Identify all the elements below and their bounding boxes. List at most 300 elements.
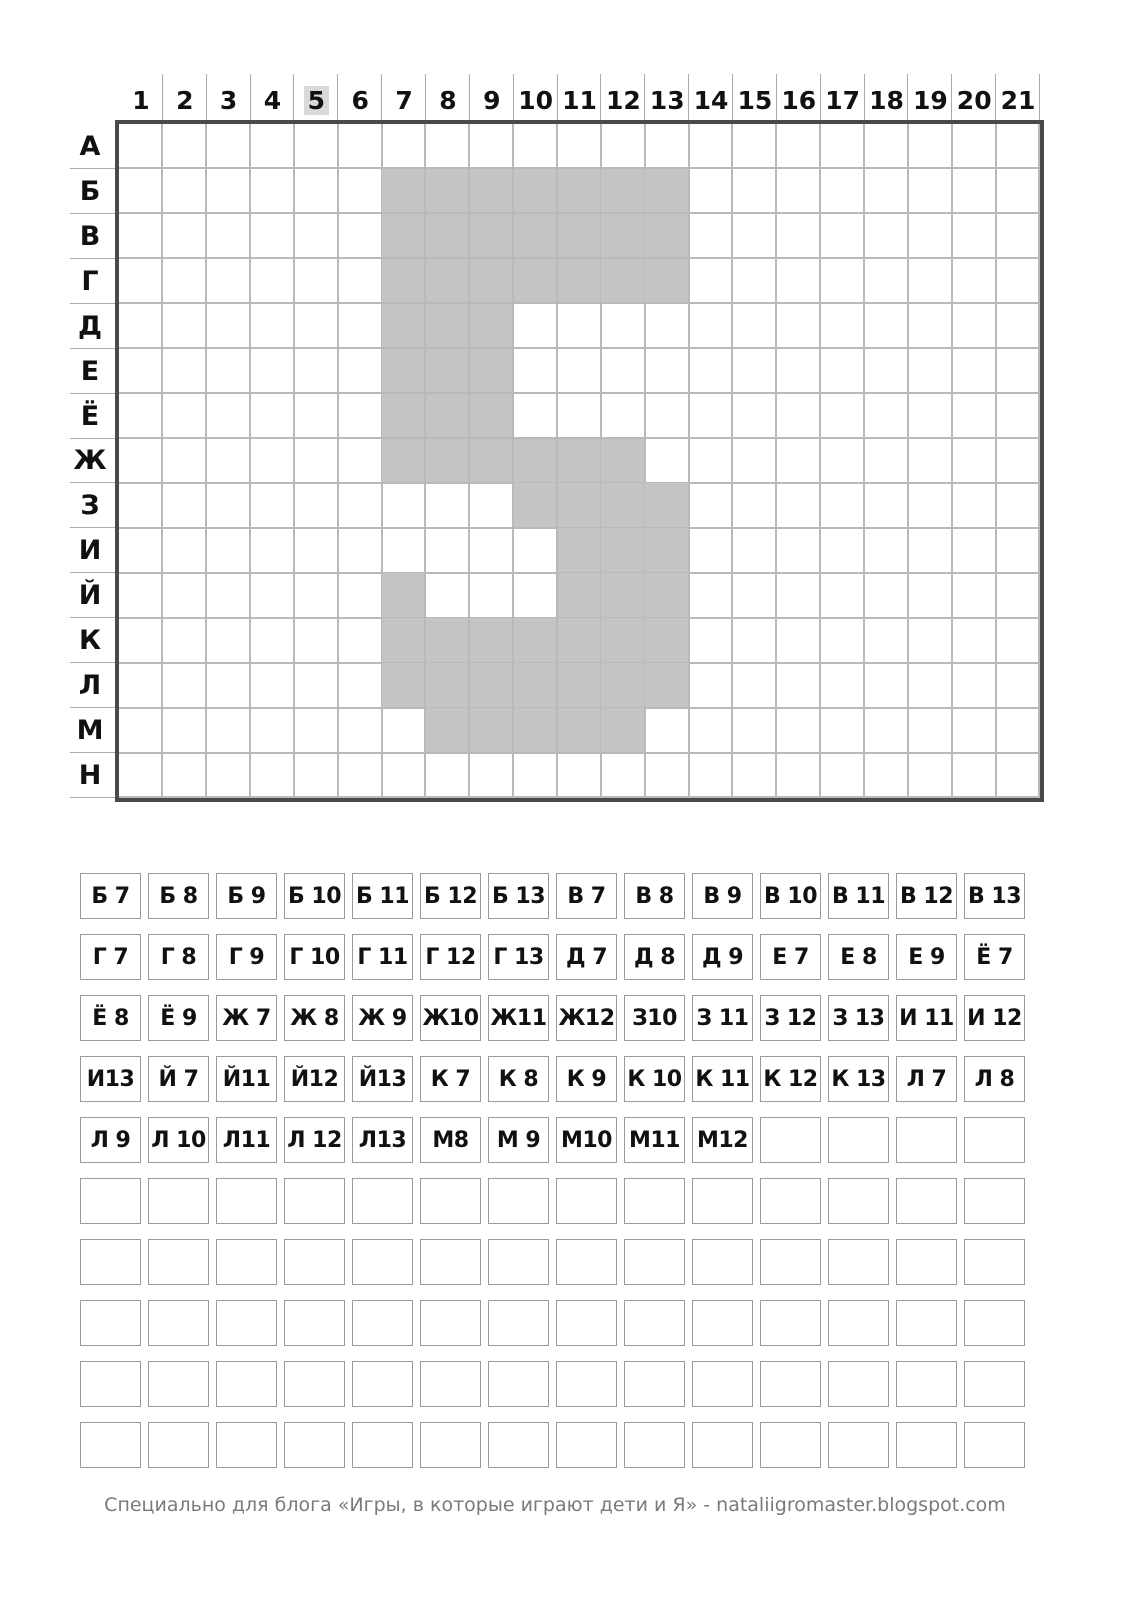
empty-coordinate-box[interactable] [352,1178,413,1224]
grid-cell[interactable] [338,573,382,618]
grid-cell[interactable] [908,573,952,618]
grid-cell[interactable] [558,349,602,394]
grid-cell[interactable] [251,753,295,798]
empty-coordinate-box[interactable] [80,1178,141,1224]
grid-cell[interactable] [865,708,909,753]
grid-cell[interactable] [119,618,163,663]
grid-cell[interactable] [601,124,645,169]
empty-coordinate-box[interactable] [420,1422,481,1468]
grid-cell[interactable] [119,394,163,439]
grid-cell[interactable] [338,618,382,663]
grid-cell[interactable] [382,708,426,753]
grid-cell[interactable] [207,573,251,618]
grid-cell[interactable] [996,214,1040,259]
empty-coordinate-box[interactable] [964,1117,1025,1163]
grid-cell[interactable] [821,304,865,349]
grid-cell-filled[interactable] [382,439,426,484]
grid-cell[interactable] [777,304,821,349]
grid-cell[interactable] [294,169,338,214]
grid-cell[interactable] [251,618,295,663]
empty-coordinate-box[interactable] [624,1178,685,1224]
grid-cell[interactable] [382,124,426,169]
grid-cell[interactable] [294,483,338,528]
grid-cell[interactable] [865,573,909,618]
grid-cell[interactable] [514,349,558,394]
grid-cell[interactable] [470,124,514,169]
grid-cell[interactable] [251,394,295,439]
grid-cell[interactable] [908,439,952,484]
grid-cell[interactable] [865,304,909,349]
grid-cell-filled[interactable] [645,573,689,618]
empty-coordinate-box[interactable] [488,1178,549,1224]
empty-coordinate-box[interactable] [896,1117,957,1163]
empty-coordinate-box[interactable] [352,1239,413,1285]
grid-cell[interactable] [689,483,733,528]
grid-cell[interactable] [952,483,996,528]
grid-cell[interactable] [251,573,295,618]
empty-coordinate-box[interactable] [556,1300,617,1346]
grid-cell[interactable] [952,394,996,439]
grid-cell[interactable] [338,753,382,798]
grid-cell[interactable] [689,394,733,439]
grid-cell[interactable] [821,573,865,618]
grid-cell[interactable] [908,708,952,753]
empty-coordinate-box[interactable] [80,1239,141,1285]
grid-cell-filled[interactable] [558,528,602,573]
grid-cell[interactable] [163,708,207,753]
grid-cell[interactable] [733,483,777,528]
grid-cell-filled[interactable] [558,708,602,753]
grid-cell-filled[interactable] [382,259,426,304]
grid-cell-filled[interactable] [382,618,426,663]
grid-cell[interactable] [865,753,909,798]
grid-cell[interactable] [865,259,909,304]
grid-cell[interactable] [294,528,338,573]
grid-cell[interactable] [294,663,338,708]
grid-cell[interactable] [733,708,777,753]
grid-cell[interactable] [119,483,163,528]
grid-cell[interactable] [908,753,952,798]
grid-cell-filled[interactable] [558,483,602,528]
grid-cell[interactable] [294,439,338,484]
empty-coordinate-box[interactable] [692,1239,753,1285]
grid-cell[interactable] [689,124,733,169]
grid-cell[interactable] [119,124,163,169]
grid-cell[interactable] [338,124,382,169]
grid-cell[interactable] [952,618,996,663]
grid-cell[interactable] [996,618,1040,663]
grid-cell[interactable] [865,528,909,573]
grid-cell[interactable] [777,124,821,169]
grid-cell[interactable] [601,349,645,394]
grid-cell[interactable] [558,124,602,169]
grid-cell-filled[interactable] [470,214,514,259]
grid-cell[interactable] [733,528,777,573]
grid-cell[interactable] [689,663,733,708]
grid-cell[interactable] [426,753,470,798]
grid-cell[interactable] [514,394,558,439]
grid-cell[interactable] [514,573,558,618]
grid-cell[interactable] [777,528,821,573]
grid-cell[interactable] [908,394,952,439]
grid-cell-filled[interactable] [470,349,514,394]
grid-cell[interactable] [382,528,426,573]
grid-cell[interactable] [733,753,777,798]
grid-cell[interactable] [689,439,733,484]
grid-cell-filled[interactable] [470,663,514,708]
grid-cell[interactable] [952,663,996,708]
empty-coordinate-box[interactable] [828,1361,889,1407]
grid-cell-filled[interactable] [470,708,514,753]
grid-cell[interactable] [514,528,558,573]
grid-cell[interactable] [119,753,163,798]
grid-cell[interactable] [119,214,163,259]
empty-coordinate-box[interactable] [896,1422,957,1468]
grid-cell[interactable] [294,214,338,259]
grid-cell[interactable] [777,349,821,394]
grid-cell[interactable] [645,439,689,484]
grid-cell[interactable] [645,304,689,349]
grid-cell[interactable] [821,753,865,798]
grid-cell[interactable] [163,753,207,798]
empty-coordinate-box[interactable] [828,1300,889,1346]
grid-cell-filled[interactable] [558,214,602,259]
empty-coordinate-box[interactable] [284,1361,345,1407]
grid-cell[interactable] [777,753,821,798]
grid-cell[interactable] [689,528,733,573]
grid-cell[interactable] [908,618,952,663]
grid-cell[interactable] [952,708,996,753]
grid-cell[interactable] [338,214,382,259]
grid-cell[interactable] [514,753,558,798]
empty-coordinate-box[interactable] [760,1117,821,1163]
grid-cell[interactable] [294,304,338,349]
grid-cell[interactable] [996,349,1040,394]
grid-cell[interactable] [996,394,1040,439]
grid-cell[interactable] [865,349,909,394]
empty-coordinate-box[interactable] [760,1361,821,1407]
grid-cell[interactable] [207,124,251,169]
grid-cell-filled[interactable] [601,528,645,573]
grid-cell[interactable] [733,124,777,169]
empty-coordinate-box[interactable] [284,1178,345,1224]
grid-cell[interactable] [908,214,952,259]
grid-cell-filled[interactable] [382,663,426,708]
grid-cell-filled[interactable] [601,663,645,708]
grid-cell[interactable] [558,304,602,349]
empty-coordinate-box[interactable] [624,1300,685,1346]
grid-cell-filled[interactable] [558,169,602,214]
grid-cell[interactable] [163,618,207,663]
grid-cell[interactable] [470,483,514,528]
grid-cell-filled[interactable] [514,618,558,663]
grid-cell[interactable] [645,708,689,753]
grid-cell[interactable] [996,483,1040,528]
empty-coordinate-box[interactable] [896,1178,957,1224]
grid-cell[interactable] [689,753,733,798]
grid-cell[interactable] [908,169,952,214]
empty-coordinate-box[interactable] [148,1361,209,1407]
empty-coordinate-box[interactable] [624,1422,685,1468]
grid-cell[interactable] [689,214,733,259]
grid-cell-filled[interactable] [601,214,645,259]
empty-coordinate-box[interactable] [420,1361,481,1407]
empty-coordinate-box[interactable] [828,1422,889,1468]
grid-cell[interactable] [119,304,163,349]
grid-cell-filled[interactable] [514,169,558,214]
grid-cell-filled[interactable] [382,394,426,439]
grid-cell[interactable] [865,394,909,439]
grid-cell[interactable] [952,439,996,484]
pixel-board[interactable] [115,120,1044,802]
empty-coordinate-box[interactable] [964,1300,1025,1346]
grid-cell-filled[interactable] [645,169,689,214]
grid-cell[interactable] [777,169,821,214]
grid-cell[interactable] [338,483,382,528]
empty-coordinate-box[interactable] [488,1300,549,1346]
grid-cell-filled[interactable] [601,259,645,304]
grid-cell[interactable] [601,304,645,349]
grid-cell[interactable] [865,124,909,169]
grid-cell[interactable] [645,124,689,169]
grid-cell[interactable] [119,349,163,394]
grid-cell[interactable] [558,394,602,439]
grid-cell[interactable] [163,573,207,618]
grid-cell[interactable] [294,259,338,304]
grid-cell[interactable] [119,259,163,304]
grid-cell-filled[interactable] [601,483,645,528]
empty-coordinate-box[interactable] [828,1117,889,1163]
grid-cell[interactable] [996,753,1040,798]
grid-cell-filled[interactable] [558,663,602,708]
grid-cell[interactable] [865,663,909,708]
grid-cell[interactable] [251,259,295,304]
empty-coordinate-box[interactable] [284,1422,345,1468]
grid-cell[interactable] [908,124,952,169]
grid-cell[interactable] [251,708,295,753]
grid-cell[interactable] [908,349,952,394]
grid-cell[interactable] [996,528,1040,573]
grid-cell[interactable] [119,708,163,753]
empty-coordinate-box[interactable] [964,1361,1025,1407]
grid-cell[interactable] [119,573,163,618]
grid-cell[interactable] [821,349,865,394]
grid-cell[interactable] [251,124,295,169]
grid-cell[interactable] [777,573,821,618]
grid-cell-filled[interactable] [514,663,558,708]
grid-cell[interactable] [338,394,382,439]
grid-cell[interactable] [207,528,251,573]
grid-cell[interactable] [821,214,865,259]
grid-cell[interactable] [163,259,207,304]
grid-cell[interactable] [996,124,1040,169]
empty-coordinate-box[interactable] [216,1300,277,1346]
grid-cell[interactable] [207,663,251,708]
grid-cell-filled[interactable] [470,169,514,214]
grid-cell[interactable] [338,349,382,394]
grid-cell[interactable] [294,394,338,439]
grid-cell[interactable] [952,528,996,573]
grid-cell[interactable] [952,753,996,798]
grid-cell[interactable] [207,304,251,349]
empty-coordinate-box[interactable] [488,1239,549,1285]
grid-cell[interactable] [207,349,251,394]
grid-cell[interactable] [294,573,338,618]
grid-cell[interactable] [163,349,207,394]
grid-cell-filled[interactable] [514,483,558,528]
grid-cell-filled[interactable] [645,483,689,528]
grid-cell[interactable] [733,349,777,394]
grid-cell[interactable] [251,528,295,573]
grid-cell-filled[interactable] [470,439,514,484]
grid-cell-filled[interactable] [558,618,602,663]
empty-coordinate-box[interactable] [216,1361,277,1407]
grid-cell[interactable] [119,169,163,214]
grid-cell-filled[interactable] [645,214,689,259]
grid-cell[interactable] [777,439,821,484]
grid-cell[interactable] [952,349,996,394]
grid-cell[interactable] [952,259,996,304]
grid-cell[interactable] [426,483,470,528]
grid-cell[interactable] [821,708,865,753]
grid-cell[interactable] [908,528,952,573]
grid-cell-filled[interactable] [645,618,689,663]
grid-cell[interactable] [777,483,821,528]
grid-cell-filled[interactable] [382,214,426,259]
grid-cell[interactable] [294,618,338,663]
grid-cell-filled[interactable] [426,169,470,214]
grid-cell[interactable] [996,573,1040,618]
empty-coordinate-box[interactable] [352,1361,413,1407]
grid-cell[interactable] [996,708,1040,753]
empty-coordinate-box[interactable] [488,1422,549,1468]
empty-coordinate-box[interactable] [624,1239,685,1285]
grid-cell[interactable] [865,214,909,259]
grid-cell[interactable] [821,663,865,708]
grid-cell-filled[interactable] [382,304,426,349]
empty-coordinate-box[interactable] [624,1361,685,1407]
empty-coordinate-box[interactable] [148,1178,209,1224]
grid-cell[interactable] [251,483,295,528]
grid-cell[interactable] [645,753,689,798]
empty-coordinate-box[interactable] [80,1361,141,1407]
grid-cell-filled[interactable] [426,349,470,394]
grid-cell[interactable] [470,528,514,573]
grid-cell[interactable] [470,753,514,798]
grid-cell-filled[interactable] [426,259,470,304]
grid-cell-filled[interactable] [601,169,645,214]
grid-cell[interactable] [426,528,470,573]
empty-coordinate-box[interactable] [80,1422,141,1468]
grid-cell-filled[interactable] [514,214,558,259]
grid-cell[interactable] [601,394,645,439]
empty-coordinate-box[interactable] [284,1239,345,1285]
grid-cell[interactable] [163,483,207,528]
grid-cell[interactable] [733,439,777,484]
grid-cell[interactable] [382,753,426,798]
grid-cell[interactable] [251,169,295,214]
empty-coordinate-box[interactable] [148,1239,209,1285]
empty-coordinate-box[interactable] [896,1361,957,1407]
grid-cell[interactable] [382,483,426,528]
grid-cell[interactable] [952,169,996,214]
grid-cell-filled[interactable] [426,663,470,708]
grid-cell[interactable] [821,259,865,304]
grid-cell[interactable] [294,708,338,753]
grid-cell[interactable] [777,663,821,708]
empty-coordinate-box[interactable] [420,1239,481,1285]
empty-coordinate-box[interactable] [420,1300,481,1346]
empty-coordinate-box[interactable] [284,1300,345,1346]
grid-cell[interactable] [207,439,251,484]
empty-coordinate-box[interactable] [964,1178,1025,1224]
grid-cell[interactable] [952,304,996,349]
grid-cell[interactable] [821,169,865,214]
grid-cell[interactable] [251,663,295,708]
grid-cell[interactable] [908,483,952,528]
grid-cell[interactable] [207,259,251,304]
empty-coordinate-box[interactable] [556,1422,617,1468]
grid-cell[interactable] [514,304,558,349]
empty-coordinate-box[interactable] [352,1422,413,1468]
grid-cell[interactable] [163,394,207,439]
grid-cell-filled[interactable] [426,439,470,484]
grid-cell[interactable] [207,708,251,753]
empty-coordinate-box[interactable] [692,1178,753,1224]
grid-cell-filled[interactable] [382,573,426,618]
grid-cell-filled[interactable] [645,528,689,573]
grid-cell[interactable] [558,753,602,798]
grid-cell[interactable] [294,349,338,394]
empty-coordinate-box[interactable] [828,1239,889,1285]
grid-cell[interactable] [952,124,996,169]
grid-cell[interactable] [777,618,821,663]
grid-cell[interactable] [996,259,1040,304]
grid-cell-filled[interactable] [601,439,645,484]
grid-cell[interactable] [645,349,689,394]
grid-cell-filled[interactable] [514,708,558,753]
grid-cell[interactable] [601,753,645,798]
grid-cell[interactable] [733,573,777,618]
grid-cell[interactable] [119,528,163,573]
grid-cell[interactable] [207,394,251,439]
empty-coordinate-box[interactable] [964,1422,1025,1468]
grid-cell[interactable] [426,124,470,169]
grid-cell[interactable] [338,528,382,573]
grid-cell[interactable] [865,618,909,663]
grid-cell[interactable] [207,483,251,528]
empty-coordinate-box[interactable] [692,1422,753,1468]
empty-coordinate-box[interactable] [488,1361,549,1407]
grid-cell[interactable] [952,214,996,259]
empty-coordinate-box[interactable] [148,1422,209,1468]
empty-coordinate-box[interactable] [760,1300,821,1346]
grid-cell[interactable] [207,753,251,798]
grid-cell[interactable] [163,214,207,259]
grid-cell[interactable] [952,573,996,618]
grid-cell[interactable] [251,349,295,394]
empty-coordinate-box[interactable] [216,1422,277,1468]
grid-cell[interactable] [821,124,865,169]
empty-coordinate-box[interactable] [216,1178,277,1224]
grid-cell[interactable] [514,124,558,169]
grid-cell-filled[interactable] [470,394,514,439]
empty-coordinate-box[interactable] [692,1361,753,1407]
grid-cell[interactable] [163,124,207,169]
empty-coordinate-box[interactable] [148,1300,209,1346]
grid-cell[interactable] [996,169,1040,214]
grid-cell-filled[interactable] [426,304,470,349]
